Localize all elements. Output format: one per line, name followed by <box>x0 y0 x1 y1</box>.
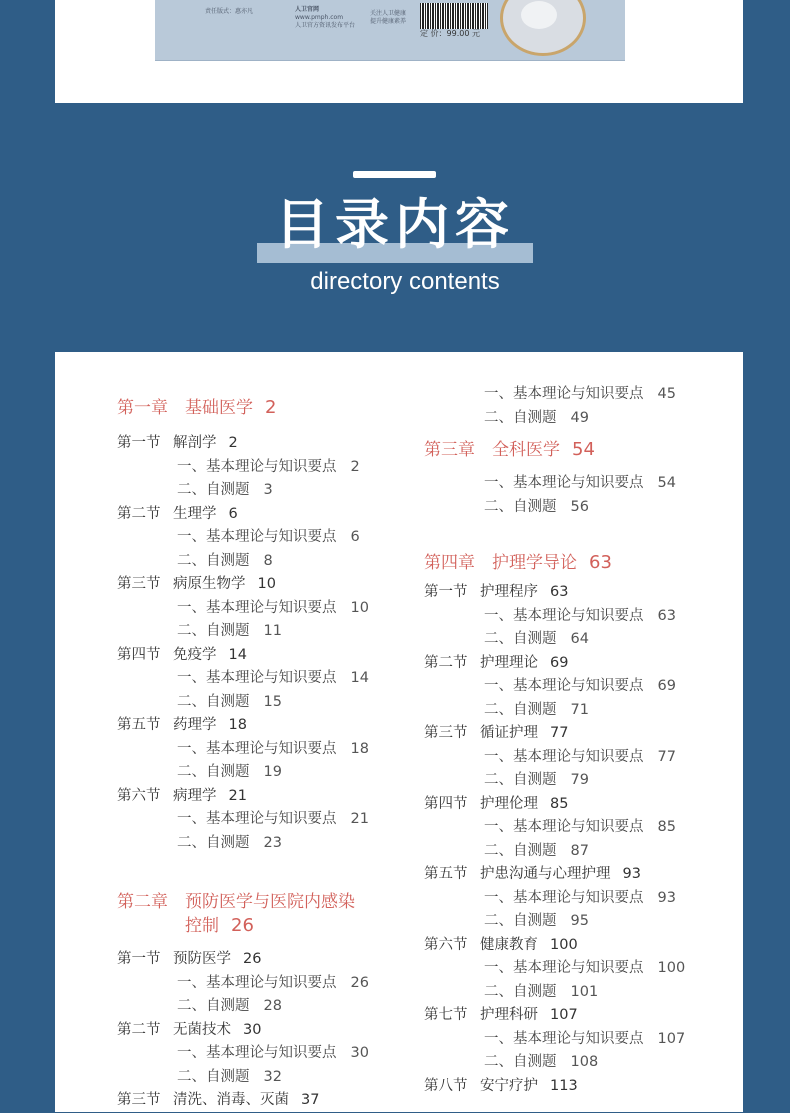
section-title: 护理程序 <box>480 584 538 600</box>
item-title: 一、基本理论与知识要点 <box>177 1045 337 1061</box>
chapter-number: 第四章 <box>424 553 475 573</box>
toc-section <box>117 573 369 597</box>
chapter-number: 第二章 <box>117 892 168 912</box>
item-title: 一、基本理论与知识要点 <box>177 740 337 757</box>
item-title: 一、基本理论与知识要点 <box>177 811 337 827</box>
item-page: 101 <box>570 983 599 1000</box>
item-page: 49 <box>570 409 589 426</box>
page-title: 目录内容 <box>275 193 515 256</box>
item-title: 二、自测题 <box>177 834 250 851</box>
item-title: 一、基本理论与知识要点 <box>177 529 337 545</box>
item-title: 一、基本理论与知识要点 <box>484 819 644 835</box>
book-publisher-name: 人卫官网 <box>295 6 320 13</box>
section-page: 14 <box>228 646 247 663</box>
toc-item <box>424 957 685 981</box>
toc-item <box>117 832 369 856</box>
section-number: 第七节 <box>424 1007 468 1023</box>
page-subtitle: directory contents <box>310 268 500 295</box>
item-title: 一、基本理论与知识要点 <box>177 458 337 475</box>
toc-item <box>424 383 685 407</box>
chapter-number: 第三章 <box>424 440 475 460</box>
toc-item <box>424 496 685 520</box>
item-page: 69 <box>657 678 676 694</box>
item-title: 一、基本理论与知识要点 <box>177 974 337 991</box>
toc-item <box>117 972 369 996</box>
item-title: 一、基本理论与知识要点 <box>484 386 644 402</box>
item-page: 45 <box>657 386 676 402</box>
section-number: 第一节 <box>117 435 161 451</box>
item-page: 6 <box>350 529 360 545</box>
toc-item <box>424 746 685 770</box>
toc-section <box>117 644 369 668</box>
item-page: 63 <box>657 607 676 624</box>
section-page: 113 <box>550 1077 578 1094</box>
section-number: 第二节 <box>117 1021 161 1038</box>
section-title: 循证护理 <box>480 725 538 741</box>
item-page: 108 <box>570 1054 599 1070</box>
toc-section <box>117 1019 369 1043</box>
item-page: 93 <box>657 889 676 906</box>
item-page: 21 <box>350 811 369 827</box>
toc-section <box>117 948 369 972</box>
toc-item <box>424 1028 685 1052</box>
section-title: 清洗、消毒、灭菌 <box>173 1092 289 1108</box>
toc-item <box>424 605 685 629</box>
toc-left-column <box>117 396 369 1113</box>
section-page: 21 <box>228 787 247 804</box>
item-page: 100 <box>657 960 686 976</box>
item-title: 二、自测题 <box>484 772 557 788</box>
section-number: 第三节 <box>117 576 161 592</box>
toc-item <box>117 761 369 785</box>
cover-graphic-inner <box>521 1 557 29</box>
section-number: 第二节 <box>424 654 468 671</box>
toc-section <box>424 581 685 605</box>
item-title: 二、自测题 <box>177 693 250 710</box>
toc-item <box>117 1042 369 1066</box>
section-page: 30 <box>243 1021 262 1038</box>
item-title: 二、自测题 <box>484 842 557 859</box>
item-title: 一、基本理论与知识要点 <box>484 889 644 906</box>
item-title: 一、基本理论与知识要点 <box>484 678 644 694</box>
section-title: 病原生物学 <box>173 576 246 592</box>
section-number: 第一节 <box>117 951 161 967</box>
section-page: 100 <box>550 936 578 953</box>
toc-item <box>117 550 369 574</box>
section-title: 安宁疗护 <box>480 1077 538 1094</box>
item-title: 一、基本理论与知识要点 <box>484 748 644 765</box>
toc-item <box>424 1051 685 1075</box>
section-page: 63 <box>550 584 569 600</box>
book-publisher-url: www.pmph.com <box>295 14 344 21</box>
item-page: 85 <box>657 819 676 835</box>
toc-section <box>117 432 369 456</box>
item-page: 8 <box>263 552 273 569</box>
item-page: 54 <box>657 475 676 491</box>
section-number: 第二节 <box>117 505 161 522</box>
toc-item <box>117 526 369 550</box>
section-number: 第六节 <box>117 787 161 804</box>
section-title: 免疫学 <box>173 646 217 663</box>
chapter-title: 全科医学 <box>492 440 560 460</box>
item-title: 二、自测题 <box>484 701 557 718</box>
section-page: 2 <box>228 435 238 451</box>
chapter-title-continued: 控制 26 <box>185 915 254 936</box>
item-title: 一、基本理论与知识要点 <box>177 670 337 686</box>
section-title: 护理伦理 <box>480 795 538 812</box>
toc-item <box>424 769 685 793</box>
toc-section <box>117 503 369 527</box>
item-title: 一、基本理论与知识要点 <box>177 599 337 616</box>
item-title: 二、自测题 <box>177 1068 250 1085</box>
chapter-title: 预防医学与医院内感染 <box>185 892 355 912</box>
item-page: 3 <box>263 482 273 498</box>
item-page: 87 <box>570 842 589 859</box>
section-number: 第一节 <box>424 584 468 600</box>
book-publisher-platform: 人卫官方资讯发布平台 <box>295 22 356 29</box>
toc-item <box>117 1066 369 1090</box>
toc-item <box>117 597 369 621</box>
section-title: 健康教育 <box>480 936 538 953</box>
toc-item <box>117 808 369 832</box>
toc-item <box>424 887 685 911</box>
item-title: 二、自测题 <box>484 498 557 515</box>
toc-item <box>117 738 369 762</box>
toc-section <box>424 1075 685 1099</box>
item-title: 一、基本理论与知识要点 <box>484 1030 644 1047</box>
section-page: 85 <box>550 795 569 812</box>
item-page: 10 <box>350 599 369 616</box>
cover-graphic-icon <box>500 0 586 56</box>
toc-item <box>424 981 685 1005</box>
heading-accent-bar <box>353 171 436 178</box>
section-page: 107 <box>550 1007 578 1023</box>
item-title: 二、自测题 <box>177 623 250 639</box>
book-qr-caption-2: 提升健康素养 <box>370 18 407 25</box>
item-page: 107 <box>657 1030 686 1047</box>
section-number: 第五节 <box>424 866 468 882</box>
chapter-number: 第一章 <box>117 398 168 418</box>
section-title: 药理学 <box>173 717 217 733</box>
item-title: 二、自测题 <box>484 631 557 647</box>
book-editor-text: 责任版式：惠亦凡 <box>205 8 254 15</box>
item-page: 19 <box>263 764 282 780</box>
item-page: 71 <box>570 701 589 718</box>
toc-section <box>424 652 685 676</box>
section-page: 69 <box>550 654 569 671</box>
item-page: 11 <box>263 623 282 639</box>
item-title: 二、自测题 <box>177 764 250 780</box>
toc-item <box>424 840 685 864</box>
toc-item <box>424 628 685 652</box>
item-title: 二、自测题 <box>484 1054 557 1070</box>
section-number: 第八节 <box>424 1077 468 1094</box>
toc-item <box>117 620 369 644</box>
toc-item <box>424 472 685 496</box>
chapter-title: 基础医学 <box>185 398 253 418</box>
item-page: 23 <box>263 834 282 851</box>
toc-item <box>117 691 369 715</box>
section-title: 无菌技术 <box>173 1021 231 1038</box>
book-back-cover <box>155 0 625 61</box>
barcode-icon <box>420 3 488 29</box>
section-number: 第四节 <box>424 795 468 812</box>
toc-right-column <box>424 383 685 1098</box>
toc-chapter <box>117 891 369 938</box>
section-number: 第四节 <box>117 646 161 663</box>
item-page: 95 <box>570 913 589 929</box>
item-page: 30 <box>350 1045 369 1061</box>
toc-item <box>117 456 369 480</box>
section-title: 护患沟通与心理护理 <box>480 866 611 882</box>
section-number: 第三节 <box>117 1092 161 1108</box>
toc-item <box>424 910 685 934</box>
item-page: 56 <box>570 498 589 515</box>
section-title: 护理理论 <box>480 654 538 671</box>
item-title: 二、自测题 <box>177 998 250 1014</box>
section-title: 解剖学 <box>173 435 217 451</box>
toc-chapter <box>117 396 369 420</box>
toc-item <box>424 675 685 699</box>
toc-item <box>117 667 369 691</box>
toc-item <box>117 479 369 503</box>
section-number: 第五节 <box>117 717 161 733</box>
toc-item <box>117 995 369 1019</box>
book-qr-caption-1: 关注人卫健康 <box>370 10 407 17</box>
toc-panel <box>55 352 743 1112</box>
item-page: 18 <box>350 740 369 757</box>
section-number: 第六节 <box>424 936 468 953</box>
chapter-page: 26 <box>231 915 254 936</box>
item-page: 32 <box>263 1068 282 1085</box>
toc-chapter <box>424 551 685 575</box>
section-title: 病理学 <box>173 787 217 804</box>
toc-item <box>424 407 685 431</box>
chapter-page: 54 <box>572 439 595 460</box>
item-page: 14 <box>350 670 369 686</box>
toc-section <box>117 1089 369 1113</box>
item-title: 一、基本理论与知识要点 <box>484 960 644 976</box>
section-title: 生理学 <box>173 505 217 522</box>
item-title: 一、基本理论与知识要点 <box>484 475 644 491</box>
book-cover-panel <box>55 0 743 103</box>
section-page: 26 <box>243 951 262 967</box>
item-title: 二、自测题 <box>484 983 557 1000</box>
item-page: 79 <box>570 772 589 788</box>
section-page: 10 <box>257 576 276 592</box>
section-page: 6 <box>228 505 238 522</box>
toc-chapter <box>424 438 685 462</box>
item-title: 一、基本理论与知识要点 <box>484 607 644 624</box>
section-number: 第三节 <box>424 725 468 741</box>
chapter-page: 63 <box>589 552 612 573</box>
item-title: 二、自测题 <box>484 409 557 426</box>
toc-section <box>424 934 685 958</box>
item-page: 26 <box>350 974 369 991</box>
toc-section <box>424 1004 685 1028</box>
toc-section <box>117 714 369 738</box>
item-title: 二、自测题 <box>177 482 250 498</box>
toc-section <box>424 863 685 887</box>
section-title: 护理科研 <box>480 1007 538 1023</box>
item-page: 64 <box>570 631 589 647</box>
section-title: 预防医学 <box>173 951 231 967</box>
toc-section <box>424 793 685 817</box>
section-page: 93 <box>622 866 641 882</box>
section-page: 18 <box>228 717 247 733</box>
item-title: 二、自测题 <box>484 913 557 929</box>
item-title: 二、自测题 <box>177 552 250 569</box>
toc-section <box>424 722 685 746</box>
chapter-page: 2 <box>265 397 277 418</box>
item-page: 2 <box>350 458 360 475</box>
toc-item <box>424 816 685 840</box>
section-page: 37 <box>301 1092 320 1108</box>
item-page: 77 <box>657 748 676 765</box>
item-page: 28 <box>263 998 282 1014</box>
chapter-title: 护理学导论 <box>492 553 577 573</box>
section-page: 77 <box>550 725 569 741</box>
book-price: 定 价：99.00 元 <box>420 29 480 38</box>
toc-item <box>424 699 685 723</box>
toc-section <box>117 785 369 809</box>
item-page: 15 <box>263 693 282 710</box>
